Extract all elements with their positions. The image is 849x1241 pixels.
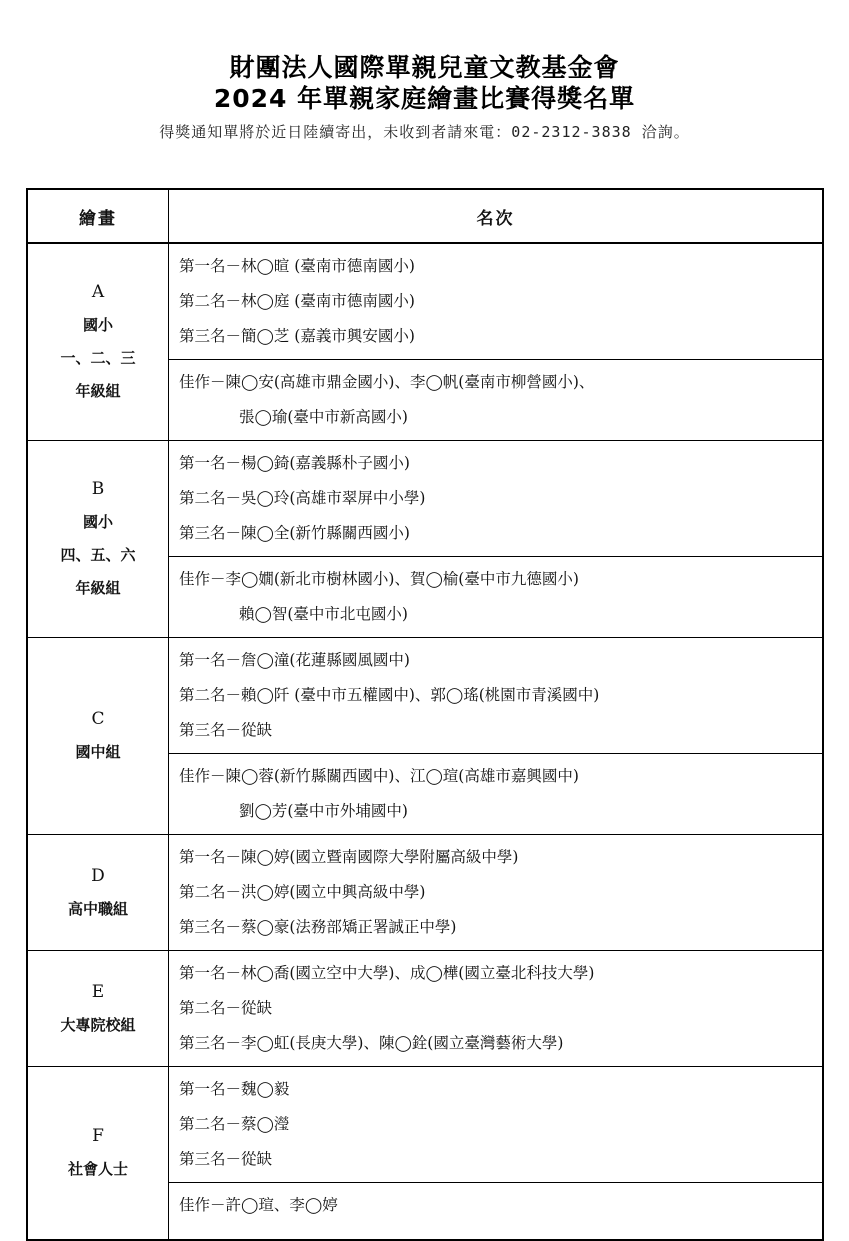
group-b-category [27, 441, 169, 638]
group-c-ranks-row [27, 638, 823, 754]
rank-line: 第三名－李◯虹(長庚大學)、陳◯銓(國立臺灣藝術大學) [179, 1034, 564, 1052]
group-f-honor [169, 1183, 824, 1241]
group-f-ranks [169, 1067, 824, 1183]
rank-line: 第三名－蔡◯豪(法務部矯正署誠正中學) [179, 918, 457, 936]
group-letter: E [91, 981, 105, 1002]
document-header [0, 52, 849, 142]
group-d-ranks [169, 835, 824, 951]
group-letter: B [91, 479, 105, 499]
rank-line: 第一名－魏◯毅 [179, 1080, 290, 1098]
group-c-category [27, 638, 169, 835]
group-label-line: 大專院校組 [60, 1015, 136, 1034]
group-label-line: 國中組 [75, 743, 121, 761]
group-b-honor [169, 557, 824, 638]
honor-line: 佳作－許◯瑄、李◯婷 [179, 1196, 338, 1214]
group-label-line: 社會人士 [67, 1160, 128, 1178]
group-e-ranks-row [27, 951, 823, 1067]
foundation-title: 財團法人國際單親兒童文教基金會 [229, 53, 620, 82]
honor-line: 佳作－李◯嫺(新北市樹林國小)、賀◯榆(臺中市九德國小) [179, 570, 579, 588]
table-header-row [27, 189, 823, 243]
rank-line: 第三名－陳◯全(新竹縣關西國小) [179, 524, 410, 542]
honor-line: 佳作－陳◯安(高雄市鼎金國小)、李◯帆(臺南市柳營國小)、 [179, 373, 595, 391]
rank-line: 第一名－陳◯婷(國立暨南國際大學附屬高級中學) [179, 848, 519, 866]
group-f-category [27, 1067, 169, 1241]
group-b-ranks-row [27, 441, 823, 557]
group-c-honor [169, 754, 824, 835]
rank-line: 第三名－簡◯芝 (嘉義市興安國小) [179, 327, 415, 345]
notice-text: 得獎通知單將於近日陸續寄出，未收到者請來電：02-2312-3838 洽詢。 [159, 123, 690, 141]
rank-line: 第一名－林◯暄 (臺南市德南國小) [179, 257, 415, 275]
group-a-category [27, 243, 169, 441]
rank-line: 第二名－洪◯婷(國立中興高級中學) [179, 883, 426, 901]
group-letter: C [91, 709, 105, 729]
rank-line: 第一名－林◯喬(國立空中大學)、成◯樺(國立臺北科技大學) [179, 964, 595, 982]
group-label-line: 四、五、六 [60, 546, 136, 564]
honor-line: 張◯瑜(臺中市新高國小) [239, 408, 408, 426]
group-label-line: 國小 [82, 513, 113, 531]
group-label-line: 年級組 [75, 579, 121, 597]
honor-line: 劉◯芳(臺中市外埔國中) [239, 802, 408, 820]
award-list-title: 2024 年單親家庭繪畫比賽得獎名單 [213, 84, 636, 113]
group-e-ranks [169, 951, 824, 1067]
group-letter: F [92, 1126, 104, 1146]
group-label-line: 高中職組 [67, 899, 128, 918]
header-rank: 名次 [169, 189, 824, 243]
rank-line: 第三名－從缺 [179, 721, 273, 739]
rank-line: 第一名－楊◯錡(嘉義縣朴子國小) [179, 454, 410, 472]
group-f-ranks-row [27, 1067, 823, 1183]
group-letter: D [91, 865, 105, 886]
rank-line: 第三名－從缺 [179, 1150, 273, 1168]
honor-line: 賴◯智(臺中市北屯國小) [239, 605, 408, 623]
header-category: 繪畫 [27, 189, 169, 243]
rank-line: 第二名－賴◯阡 (臺中市五權國中)、郭◯瑤(桃園市青溪國中) [179, 686, 600, 704]
group-e-category [27, 951, 169, 1067]
group-b-ranks [169, 441, 824, 557]
rank-line: 第二名－吳◯玲(高雄市翠屏中小學) [179, 489, 426, 507]
group-c-ranks [169, 638, 824, 754]
group-d-ranks-row [27, 835, 823, 951]
rank-line: 第二名－從缺 [179, 999, 273, 1017]
group-letter: A [91, 282, 105, 302]
awards-table [26, 188, 824, 1241]
group-label-line: 年級組 [75, 382, 121, 400]
rank-line: 第一名－詹◯潼(花蓮縣國風國中) [179, 651, 410, 669]
group-label-line: 一、二、三 [60, 349, 136, 367]
group-a-ranks-row [27, 243, 823, 360]
group-d-category [27, 835, 169, 951]
group-a-honor [169, 360, 824, 441]
honor-line: 佳作－陳◯蓉(新竹縣關西國中)、江◯瑄(高雄市嘉興國中) [179, 767, 579, 785]
rank-line: 第二名－蔡◯瀅 [179, 1115, 290, 1133]
group-a-ranks [169, 243, 824, 360]
rank-line: 第二名－林◯庭 (臺南市德南國小) [179, 292, 415, 310]
group-label-line: 國小 [82, 316, 113, 334]
